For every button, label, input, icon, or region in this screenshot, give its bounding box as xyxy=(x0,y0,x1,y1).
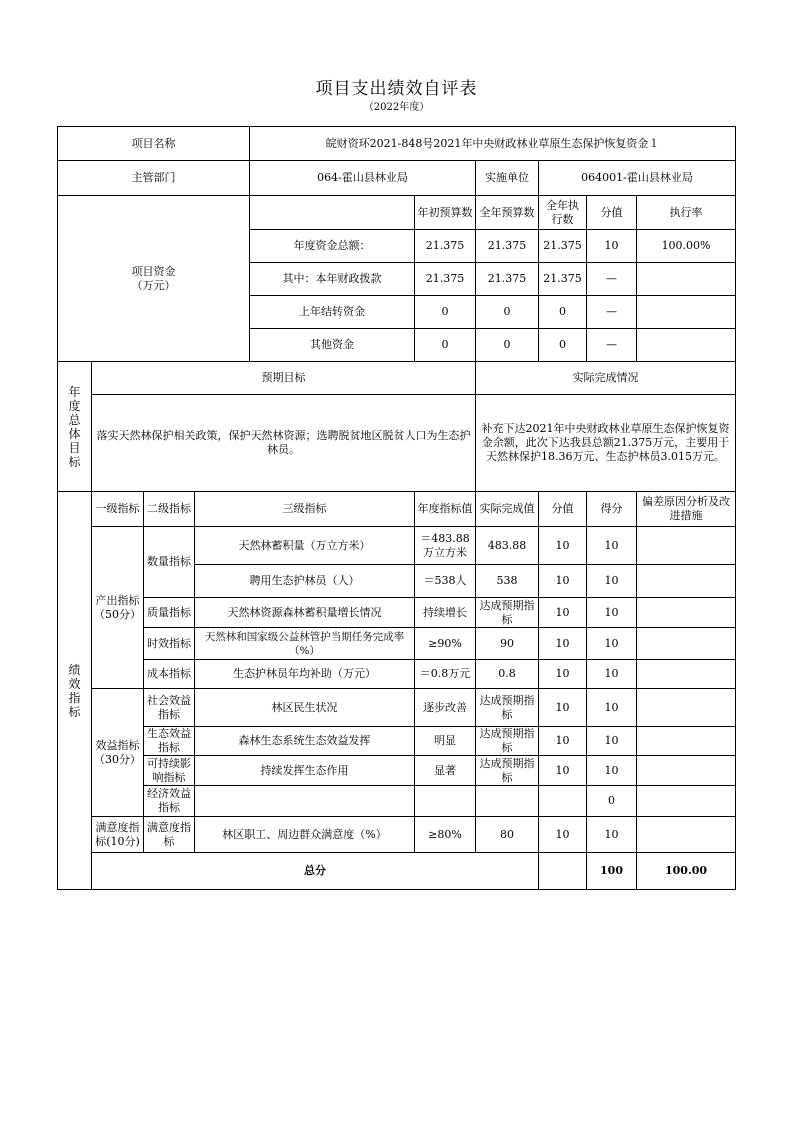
indicator-target: ＝0.8万元 xyxy=(415,660,476,689)
perf-header-l1: 一级指标 xyxy=(92,492,144,527)
satisfaction-l1: 满意度指标(10分) xyxy=(92,817,144,853)
indicator-score-value: 10 xyxy=(539,565,587,598)
indicator-l2: 生态效益指标 xyxy=(144,727,195,756)
perf-header-row xyxy=(58,492,736,527)
funds-executed: 0 xyxy=(539,296,587,329)
indicator-score: 10 xyxy=(587,817,637,853)
indicator-deviation xyxy=(637,756,736,786)
indicator-l3: 森林生态系统生态效益发挥 xyxy=(195,727,415,756)
indicator-actual: 538 xyxy=(476,565,539,598)
impl-value: 064001-霍山县林业局 xyxy=(539,161,736,196)
timeliness-l2: 时效指标 xyxy=(144,628,195,660)
indicator-deviation xyxy=(637,628,736,660)
dept-value: 064-霍山县林业局 xyxy=(250,161,476,196)
indicator-score: 10 xyxy=(587,660,637,689)
indicator-l3: 生态护林员年均补助（万元） xyxy=(195,660,415,689)
indicator-deviation xyxy=(637,786,736,817)
indicator-actual: 483.88 xyxy=(476,527,539,565)
funds-row-label: 年度资金总额： xyxy=(250,230,415,263)
funds-score-value: — xyxy=(587,296,637,329)
indicator-target: ＝483.88万立方米 xyxy=(415,527,476,565)
department-row xyxy=(58,161,736,196)
output-l1: 产出指标（50分） xyxy=(92,527,144,689)
funds-annual: 0 xyxy=(476,329,539,362)
funds-rate xyxy=(637,263,736,296)
funds-header-rate: 执行率 xyxy=(637,196,736,230)
indicator-target: 逐步改善 xyxy=(415,689,476,727)
indicator-deviation xyxy=(637,527,736,565)
evaluation-table xyxy=(57,126,736,890)
indicator-row xyxy=(58,727,736,756)
perf-header-l2: 二级指标 xyxy=(144,492,195,527)
project-name-label: 项目名称 xyxy=(58,127,250,161)
indicator-l2: 可持续影响指标 xyxy=(144,756,195,786)
indicator-actual: 达成预期指标 xyxy=(476,756,539,786)
goals-label: 年度总体目标 xyxy=(58,362,92,492)
funds-executed: 21.375 xyxy=(539,230,587,263)
indicator-score-value: 10 xyxy=(539,527,587,565)
indicator-row xyxy=(58,660,736,689)
funds-header-blank xyxy=(250,196,415,230)
total-score-value: 100 xyxy=(587,853,637,890)
perf-header-deviation: 偏差原因分析及改进措施 xyxy=(637,492,736,527)
indicator-l3: 天然林蓄积量（万立方米） xyxy=(195,527,415,565)
indicator-deviation xyxy=(637,598,736,628)
indicator-row xyxy=(58,786,736,817)
project-name-row xyxy=(58,127,736,161)
funds-rate: 100.00% xyxy=(637,230,736,263)
quantity-l2: 数量指标 xyxy=(144,527,195,598)
perf-header-l3: 三级指标 xyxy=(195,492,415,527)
funds-rate xyxy=(637,296,736,329)
funds-score-value: 10 xyxy=(587,230,637,263)
indicator-score-value: 10 xyxy=(539,817,587,853)
indicator-deviation xyxy=(637,689,736,727)
indicator-target: ≥80% xyxy=(415,817,476,853)
indicator-row xyxy=(58,628,736,660)
funds-annual: 21.375 xyxy=(476,263,539,296)
perf-label: 绩效指标 xyxy=(58,492,92,890)
indicator-target: 持续增长 xyxy=(415,598,476,628)
indicator-score-value: 10 xyxy=(539,598,587,628)
indicator-score: 10 xyxy=(587,565,637,598)
indicator-deviation xyxy=(637,817,736,853)
goals-actual-header: 实际完成情况 xyxy=(476,362,736,395)
indicator-target: ＝538人 xyxy=(415,565,476,598)
indicator-score-value xyxy=(539,786,587,817)
funds-annual: 21.375 xyxy=(476,230,539,263)
funds-score-value: — xyxy=(587,263,637,296)
indicator-actual: 90 xyxy=(476,628,539,660)
indicator-l3: 林区民生状况 xyxy=(195,689,415,727)
indicator-actual xyxy=(476,786,539,817)
indicator-row xyxy=(58,598,736,628)
indicator-deviation xyxy=(637,727,736,756)
funds-header-row xyxy=(58,196,736,230)
goals-content-row xyxy=(58,395,736,492)
indicator-row xyxy=(58,756,736,786)
funds-initial: 0 xyxy=(415,329,476,362)
indicator-target: ≥90% xyxy=(415,628,476,660)
page-title: 项目支出绩效自评表 xyxy=(315,79,478,99)
indicator-l3: 林区职工、周边群众满意度（%） xyxy=(195,817,415,853)
indicator-target: 明显 xyxy=(415,727,476,756)
indicator-score: 10 xyxy=(587,527,637,565)
funds-initial: 21.375 xyxy=(415,230,476,263)
total-label: 总分 xyxy=(92,853,539,890)
indicator-score: 10 xyxy=(587,598,637,628)
indicator-deviation xyxy=(637,660,736,689)
funds-initial: 0 xyxy=(415,296,476,329)
indicator-l3: 持续发挥生态作用 xyxy=(195,756,415,786)
funds-annual: 0 xyxy=(476,296,539,329)
indicator-score: 10 xyxy=(587,689,637,727)
project-name-value: 皖财资环2021-848号2021年中央财政林业草原生态保护恢复资金１ xyxy=(250,127,736,161)
funds-executed: 0 xyxy=(539,329,587,362)
indicator-actual: 0.8 xyxy=(476,660,539,689)
indicator-row xyxy=(58,817,736,853)
total-row xyxy=(58,853,736,890)
indicator-target: 显著 xyxy=(415,756,476,786)
funds-header-executed: 全年执行数 xyxy=(539,196,587,230)
indicator-l3: 聘用生态护林员（人） xyxy=(195,565,415,598)
benefit-l1: 效益指标（30分） xyxy=(92,689,144,817)
indicator-actual: 达成预期指标 xyxy=(476,689,539,727)
indicator-score-value: 10 xyxy=(539,660,587,689)
cost-l2: 成本指标 xyxy=(144,660,195,689)
funds-initial: 21.375 xyxy=(415,263,476,296)
indicator-l3: 天然林和国家级公益林管护当期任务完成率（%） xyxy=(195,628,415,660)
impl-label: 实施单位 xyxy=(476,161,539,196)
perf-header-score-value: 分值 xyxy=(539,492,587,527)
satisfaction-l2: 满意度指标 xyxy=(144,817,195,853)
funds-header-annual: 全年预算数 xyxy=(476,196,539,230)
indicator-l3 xyxy=(195,786,415,817)
indicator-row xyxy=(58,689,736,727)
indicator-score-value: 10 xyxy=(539,756,587,786)
funds-executed: 21.375 xyxy=(539,263,587,296)
indicator-score: 0 xyxy=(587,786,637,817)
total-blank xyxy=(539,853,587,890)
indicator-score-value: 10 xyxy=(539,628,587,660)
quality-l2: 质量指标 xyxy=(144,598,195,628)
indicator-row xyxy=(58,527,736,565)
goals-expected: 落实天然林保护相关政策，保护天然林资源；选聘脱贫地区脱贫人口为生态护林员。 xyxy=(92,395,476,492)
goals-actual: 补充下达2021年中央财政林业草原生态保护恢复资金余额，此次下达我县总额21.375万元，主要用于天然林保护18.36万元、生态护林员3.015万元。 xyxy=(476,395,736,492)
indicator-score-value: 10 xyxy=(539,689,587,727)
perf-header-score: 得分 xyxy=(587,492,637,527)
funds-row-label: 其他资金 xyxy=(250,329,415,362)
indicator-l3: 天然林资源森林蓄积量增长情况 xyxy=(195,598,415,628)
perf-header-target: 年度指标值 xyxy=(415,492,476,527)
indicator-actual: 达成预期指标 xyxy=(476,598,539,628)
indicator-actual: 80 xyxy=(476,817,539,853)
indicator-target xyxy=(415,786,476,817)
perf-header-actual: 实际完成值 xyxy=(476,492,539,527)
indicator-l2: 社会效益指标 xyxy=(144,689,195,727)
goals-header-row xyxy=(58,362,736,395)
funds-row-label: 上年结转资金 xyxy=(250,296,415,329)
indicator-actual: 达成预期指标 xyxy=(476,727,539,756)
indicator-score: 10 xyxy=(587,727,637,756)
total-score: 100.00 xyxy=(637,853,736,890)
indicator-l2: 经济效益指标 xyxy=(144,786,195,817)
funds-row-label: 其中：本年财政拨款 xyxy=(250,263,415,296)
funds-rate xyxy=(637,329,736,362)
indicator-score: 10 xyxy=(587,628,637,660)
indicator-deviation xyxy=(637,565,736,598)
funds-header-score-value: 分值 xyxy=(587,196,637,230)
funds-score-value: — xyxy=(587,329,637,362)
funds-label: 项目资金（万元） xyxy=(58,196,250,362)
page-subtitle: （2022年度） xyxy=(363,102,430,113)
goals-expected-header: 预期目标 xyxy=(92,362,476,395)
dept-label: 主管部门 xyxy=(58,161,250,196)
funds-header-initial: 年初预算数 xyxy=(415,196,476,230)
indicator-score-value: 10 xyxy=(539,727,587,756)
indicator-score: 10 xyxy=(587,756,637,786)
